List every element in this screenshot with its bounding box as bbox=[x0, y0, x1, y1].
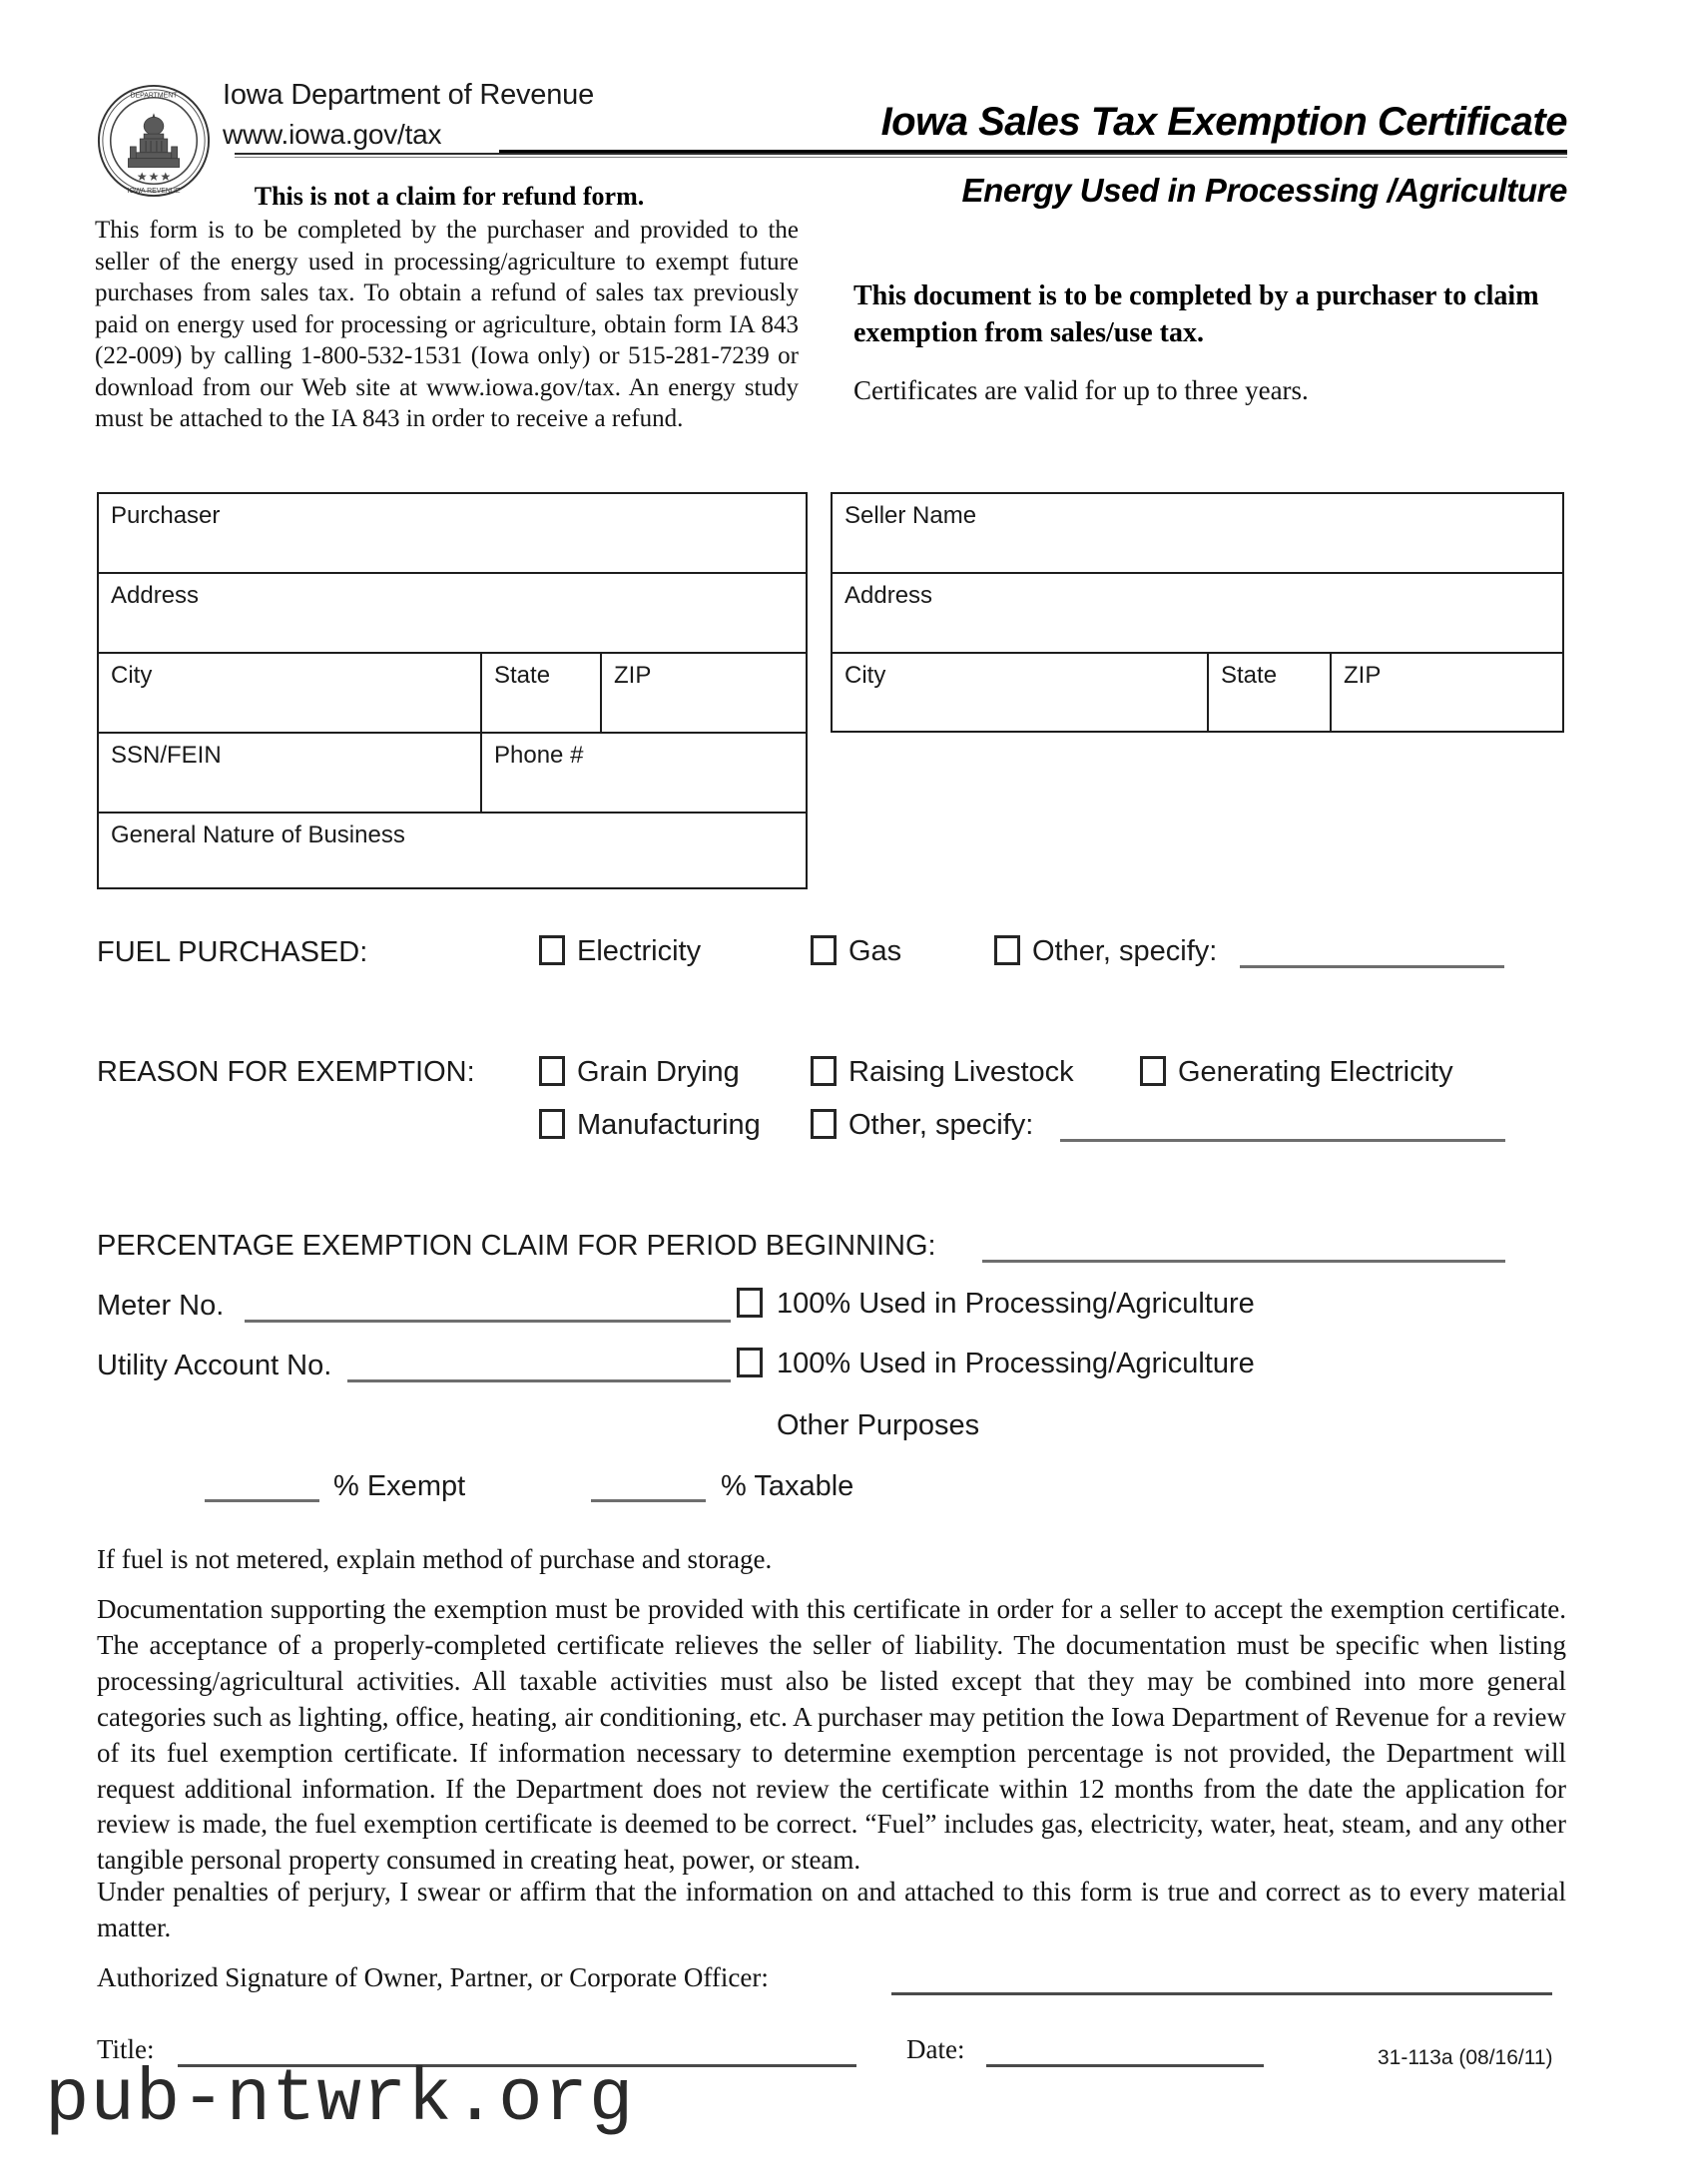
checkbox-utility-100-percent-label: 100% Used in Processing/Agriculture bbox=[777, 1348, 1255, 1379]
field-seller-name-label: Seller Name bbox=[844, 502, 977, 529]
checkbox-raising-livestock[interactable] bbox=[811, 1056, 837, 1086]
field-ssn-fein-label: SSN/FEIN bbox=[111, 742, 222, 769]
header-divider-rule bbox=[235, 150, 1567, 157]
documentation-paragraph: Documentation supporting the exemption must be provided with this certificate in order for a seller to accept the exemption certificate. The acceptance of a properly-completed certificate relieves the seller of liability. The documentation must be specific when listing processing/agricultural activities. All taxable activities must also be listed except that they may be combined into more general categories such as lighting, office, heating, air conditioning, etc. A purchaser may petition the Iowa Department of Revenue for a review of its fuel exemption certificate. If information necessary to determine exemption percentage is not provided, the Department will request additional information. If the Department does not review the certificate within 12 months from the date the application for review is made, the fuel exemption certificate is deemed to be correct. “Fuel” includes gas, electricity, water, heat, steam, and any other tangible personal property consumed in creating heat, power, or steam. bbox=[97, 1594, 1566, 1876]
percent-exempt-label: % Exempt bbox=[333, 1470, 466, 1502]
checkbox-fuel-other-label: Other, specify: bbox=[1032, 935, 1218, 967]
checkbox-manufacturing[interactable] bbox=[539, 1109, 565, 1139]
field-seller-address-label: Address bbox=[844, 582, 933, 609]
department-name: Iowa Department of Revenue bbox=[223, 79, 595, 111]
site-watermark: pub-ntwrk.org bbox=[45, 2058, 635, 2142]
field-seller-zip-label: ZIP bbox=[1344, 662, 1382, 689]
validity-notice: Certificates are valid for up to three years. bbox=[853, 375, 1309, 406]
seller-info-box bbox=[831, 492, 1564, 733]
fuel-purchased-heading: FUEL PURCHASED: bbox=[97, 936, 368, 968]
checkbox-manufacturing-label: Manufacturing bbox=[577, 1109, 761, 1141]
checkbox-electricity-label: Electricity bbox=[577, 935, 702, 967]
other-purposes-label: Other Purposes bbox=[777, 1409, 980, 1441]
department-identity bbox=[223, 78, 652, 152]
checkbox-raising-livestock-label: Raising Livestock bbox=[848, 1056, 1074, 1088]
field-seller-state-label: State bbox=[1221, 662, 1278, 689]
field-purchaser-label: Purchaser bbox=[111, 502, 221, 529]
not-a-claim-notice: This is not a claim for refund form. bbox=[254, 182, 645, 211]
metering-note: If fuel is not metered, explain method of purchase and storage. bbox=[97, 1544, 773, 1574]
field-state-label: State bbox=[494, 662, 551, 689]
percent-taxable-input[interactable] bbox=[591, 1499, 706, 1502]
checkbox-grain-drying[interactable] bbox=[539, 1056, 565, 1086]
svg-text:DEPARTMENT: DEPARTMENT bbox=[130, 92, 178, 100]
purchaser-notice-block bbox=[853, 277, 1542, 409]
reason-for-exemption-heading: REASON FOR EXEMPTION: bbox=[97, 1056, 475, 1088]
percent-taxable-label: % Taxable bbox=[721, 1470, 854, 1502]
percentage-exemption-heading: PERCENTAGE EXEMPTION CLAIM FOR PERIOD BEGINNING: bbox=[97, 1230, 936, 1262]
checkbox-meter-100-percent-label: 100% Used in Processing/Agriculture bbox=[777, 1288, 1255, 1320]
checkbox-grain-drying-label: Grain Drying bbox=[577, 1056, 740, 1088]
date-label: Date: bbox=[906, 2034, 965, 2064]
field-phone-label: Phone # bbox=[494, 742, 584, 769]
field-address-label: Address bbox=[111, 582, 200, 609]
meter-no-input[interactable] bbox=[245, 1320, 731, 1323]
reason-other-specify-input[interactable] bbox=[1060, 1139, 1505, 1142]
checkbox-generating-electricity-label: Generating Electricity bbox=[1178, 1056, 1453, 1088]
purchaser-info-box bbox=[97, 492, 808, 889]
checkbox-electricity[interactable] bbox=[539, 935, 565, 965]
title-label: Title: bbox=[97, 2034, 155, 2064]
intro-paragraph: This form is to be completed by the purchaser and provided to the seller of the energy used in processing/agriculture to exempt future purchases from sales tax. To obtain a refund of sales tax previously paid on energy used for processing or agriculture, obtain form IA 843 (22-009) by calling 1-800-532-1531 (Iowa only) or 515-281-7239 or download from our Web site at www.iowa.gov/tax. An energy study must be attached to the IA 843 in order to receive a refund. bbox=[95, 217, 799, 432]
field-business-label: General Nature of Business bbox=[111, 821, 405, 848]
checkbox-meter-100-percent[interactable] bbox=[737, 1288, 763, 1318]
checkbox-gas[interactable] bbox=[811, 935, 837, 965]
checkbox-reason-other[interactable] bbox=[811, 1109, 837, 1139]
checkbox-generating-electricity[interactable] bbox=[1140, 1056, 1166, 1086]
date-input[interactable] bbox=[986, 2064, 1264, 2067]
authorized-signature-input[interactable] bbox=[891, 1992, 1552, 1995]
page-subtitle: Energy Used in Processing /Agriculture bbox=[961, 172, 1567, 209]
field-city-label: City bbox=[111, 662, 153, 689]
period-beginning-input[interactable] bbox=[982, 1260, 1505, 1263]
field-zip-label: ZIP bbox=[614, 662, 652, 689]
svg-text:IOWA REVENUE: IOWA REVENUE bbox=[127, 188, 181, 196]
purchaser-notice-bold: This document is to be completed by a purchaser to claim exemption from sales/use tax. bbox=[853, 280, 1539, 349]
checkbox-utility-100-percent[interactable] bbox=[737, 1348, 763, 1377]
fuel-other-specify-input[interactable] bbox=[1240, 965, 1504, 968]
utility-account-no-label: Utility Account No. bbox=[97, 1350, 332, 1381]
checkbox-gas-label: Gas bbox=[848, 935, 902, 967]
checkbox-fuel-other[interactable] bbox=[994, 935, 1020, 965]
form-number: 31-113a (08/16/11) bbox=[1378, 2046, 1553, 2069]
field-seller-city-label: City bbox=[844, 662, 886, 689]
perjury-paragraph: Under penalties of perjury, I swear or affirm that the information on and attached to this form is true and correct as to every material matter. bbox=[97, 1877, 1566, 1942]
page-title: Iowa Sales Tax Exemption Certificate bbox=[880, 100, 1567, 144]
utility-account-no-input[interactable] bbox=[347, 1379, 731, 1382]
percent-exempt-input[interactable] bbox=[205, 1499, 319, 1502]
checkbox-reason-other-label: Other, specify: bbox=[848, 1109, 1034, 1141]
authorized-signature-label: Authorized Signature of Owner, Partner, or Corporate Officer: bbox=[97, 1962, 769, 1992]
meter-no-label: Meter No. bbox=[97, 1290, 225, 1322]
department-url: www.iowa.gov/tax bbox=[223, 118, 442, 150]
